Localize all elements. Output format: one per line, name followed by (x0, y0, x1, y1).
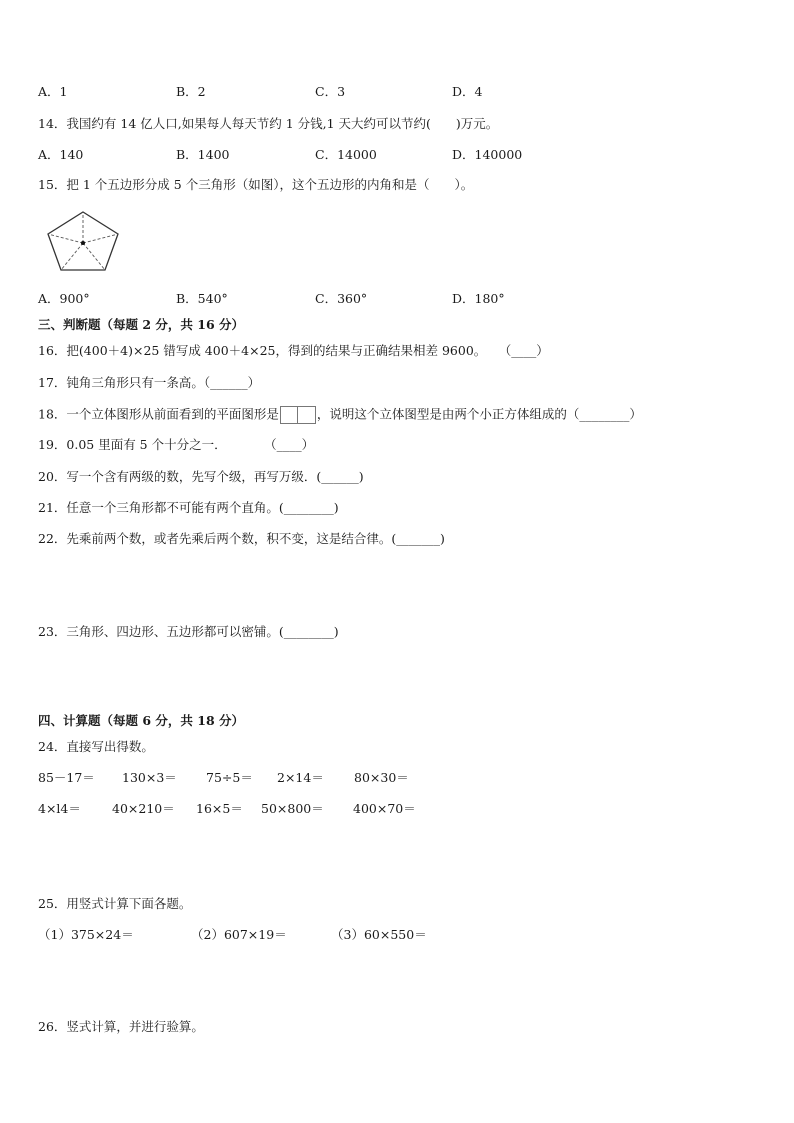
question-17: 17．钝角三角形只有一条高。（______） (38, 375, 261, 390)
calc-item: 50×800＝ (261, 801, 324, 816)
question-24: 24．直接写出得数。 (38, 739, 154, 754)
question-21: 21．任意一个三角形都不可能有两个直角。(________) (38, 500, 339, 515)
question-15: 15．把 1 个五边形分成 5 个三角形（如图），这个五边形的内角和是（ ）。 (38, 177, 474, 192)
question-18-part-a: 18．一个立体图形从前面看到的平面图形是 (38, 406, 279, 422)
q13-option-b: B．2 (176, 84, 206, 99)
q14-option-c: C．14000 (315, 147, 377, 162)
calc-item: 4×l4＝ (38, 801, 81, 816)
q15-option-b: B．540° (176, 291, 228, 306)
calc-item: 75÷5＝ (206, 770, 253, 785)
q15-option-c: C．360° (315, 291, 368, 306)
calc-item: 400×70＝ (353, 801, 416, 816)
section-4-heading: 四、计算题（每题 6 分，共 18 分） (38, 713, 245, 728)
question-18-part-b: ，说明这个立体图型是由两个小正方体组成的（________） (316, 406, 642, 422)
q13-option-a: A．1 (38, 84, 68, 99)
q13-option-d: D．4 (452, 84, 483, 99)
question-19: 19．0.05 里面有 5 个十分之一． （____） (38, 437, 315, 452)
vertical-calc-item: （2）607×19＝ (191, 927, 287, 942)
q14-option-a: A．140 (38, 147, 84, 162)
calc-item: 40×210＝ (112, 801, 175, 816)
question-26: 26．竖式计算，并进行验算。 (38, 1019, 204, 1034)
q15-option-d: D．180° (452, 291, 505, 306)
vertical-calc-item: （1）375×24＝ (38, 927, 134, 942)
question-23: 23．三角形、四边形、五边形都可以密铺。(________) (38, 624, 339, 639)
vertical-calc-item: （3）60×550＝ (331, 927, 427, 942)
question-22: 22．先乘前两个数，或者先乘后两个数，积不变，这是结合律。(_______) (38, 531, 445, 546)
calc-item: 16×5＝ (196, 801, 243, 816)
q14-option-b: B．1400 (176, 147, 230, 162)
two-squares-figure (280, 406, 316, 424)
question-18 (38, 406, 642, 424)
question-14: 14．我国约有 14 亿人口,如果每人每天节约 1 分钱,1 天大约可以节约( )万元。 (38, 116, 499, 131)
calc-item: 130×3＝ (122, 770, 177, 785)
section-3-heading: 三、判断题（每题 2 分，共 16 分） (38, 317, 245, 332)
q14-option-d: D．140000 (452, 147, 523, 162)
pentagon-figure (44, 208, 122, 274)
question-25: 25．用竖式计算下面各题。 (38, 896, 192, 911)
q15-option-a: A．900° (38, 291, 90, 306)
calc-item: 80×30＝ (354, 770, 409, 785)
question-16: 16．把(400＋4)×25 错写成 400＋4×25，得到的结果与正确结果相差 9600。 （____） (38, 343, 549, 358)
q13-option-c: C．3 (315, 84, 346, 99)
calc-item: 85－17＝ (38, 770, 95, 785)
calc-item: 2×14＝ (277, 770, 324, 785)
question-20: 20．写一个含有两级的数，先写个级，再写万级．(______) (38, 469, 364, 484)
